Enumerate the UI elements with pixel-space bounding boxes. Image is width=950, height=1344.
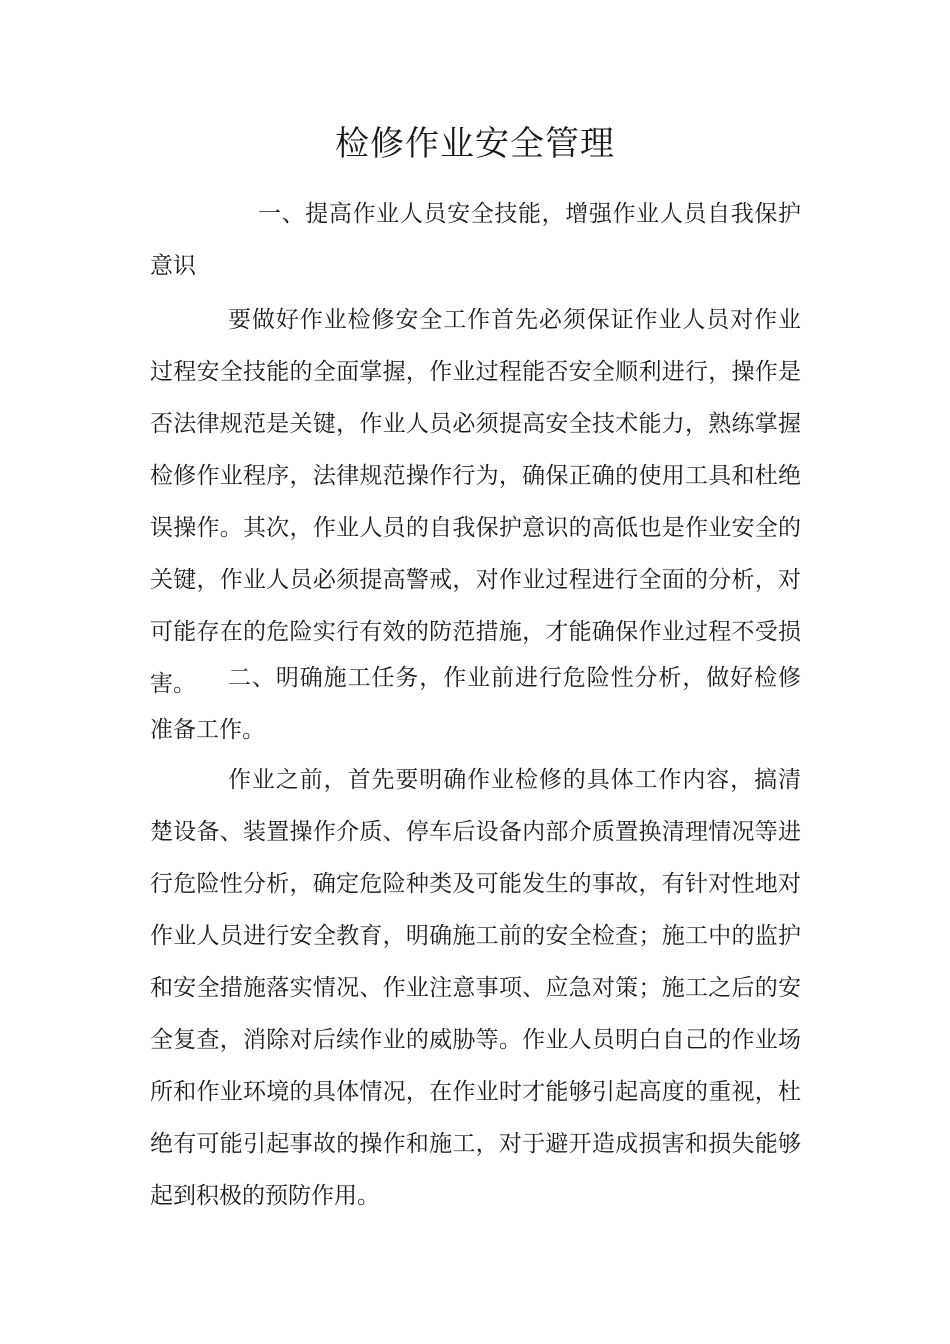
section-2-heading: 二、明确施工任务，作业前进行危险性分析，做好检修准备工作。 (150, 665, 801, 743)
section-1-heading: 一、提高作业人员安全技能，增强作业人员自我保护意识 (150, 201, 801, 279)
section-1-body: 要做好作业检修安全工作首先必须保证作业人员对作业过程安全技能的全面掌握，作业过程能否安全顺利进行，操作是否法律规范是关键，作业人员必须提高安全技术能力，熟练掌握检修作业程序，法律规范操作行为，确保正确的使用工具和杜绝误操作。其次，作业人员的自我保护意识的高低也是作业安全的关键，作业人员必须提高警戒，对作业过程进行全面的分析，对可能存在的危险实行有效的防范措施，才能确保作业过程不受损害。 (150, 307, 801, 697)
document-title: 检修作业安全管理 (335, 124, 615, 164)
section-2-body: 作业之前，首先要明确作业检修的具体工作内容，搞清楚设备、装置操作介质、停车后设备内部介质置换清理情况等进行危险性分析，确定危险种类及可能发生的事故，有针对性地对作业人员进行安全教育，明确施工前的安全检查；施工中的监护和安全措施落实情况、作业注意事项、应急对策；施工之后的安全复查，消除对后续作业的威胁等。作业人员明白自己的作业场所和作业环境的具体情况，在作业时才能够引起高度的重视，杜绝有可能引起事故的操作和施工，对于避开造成损害和损失能够起到积极的预防作用。 (150, 767, 801, 1209)
